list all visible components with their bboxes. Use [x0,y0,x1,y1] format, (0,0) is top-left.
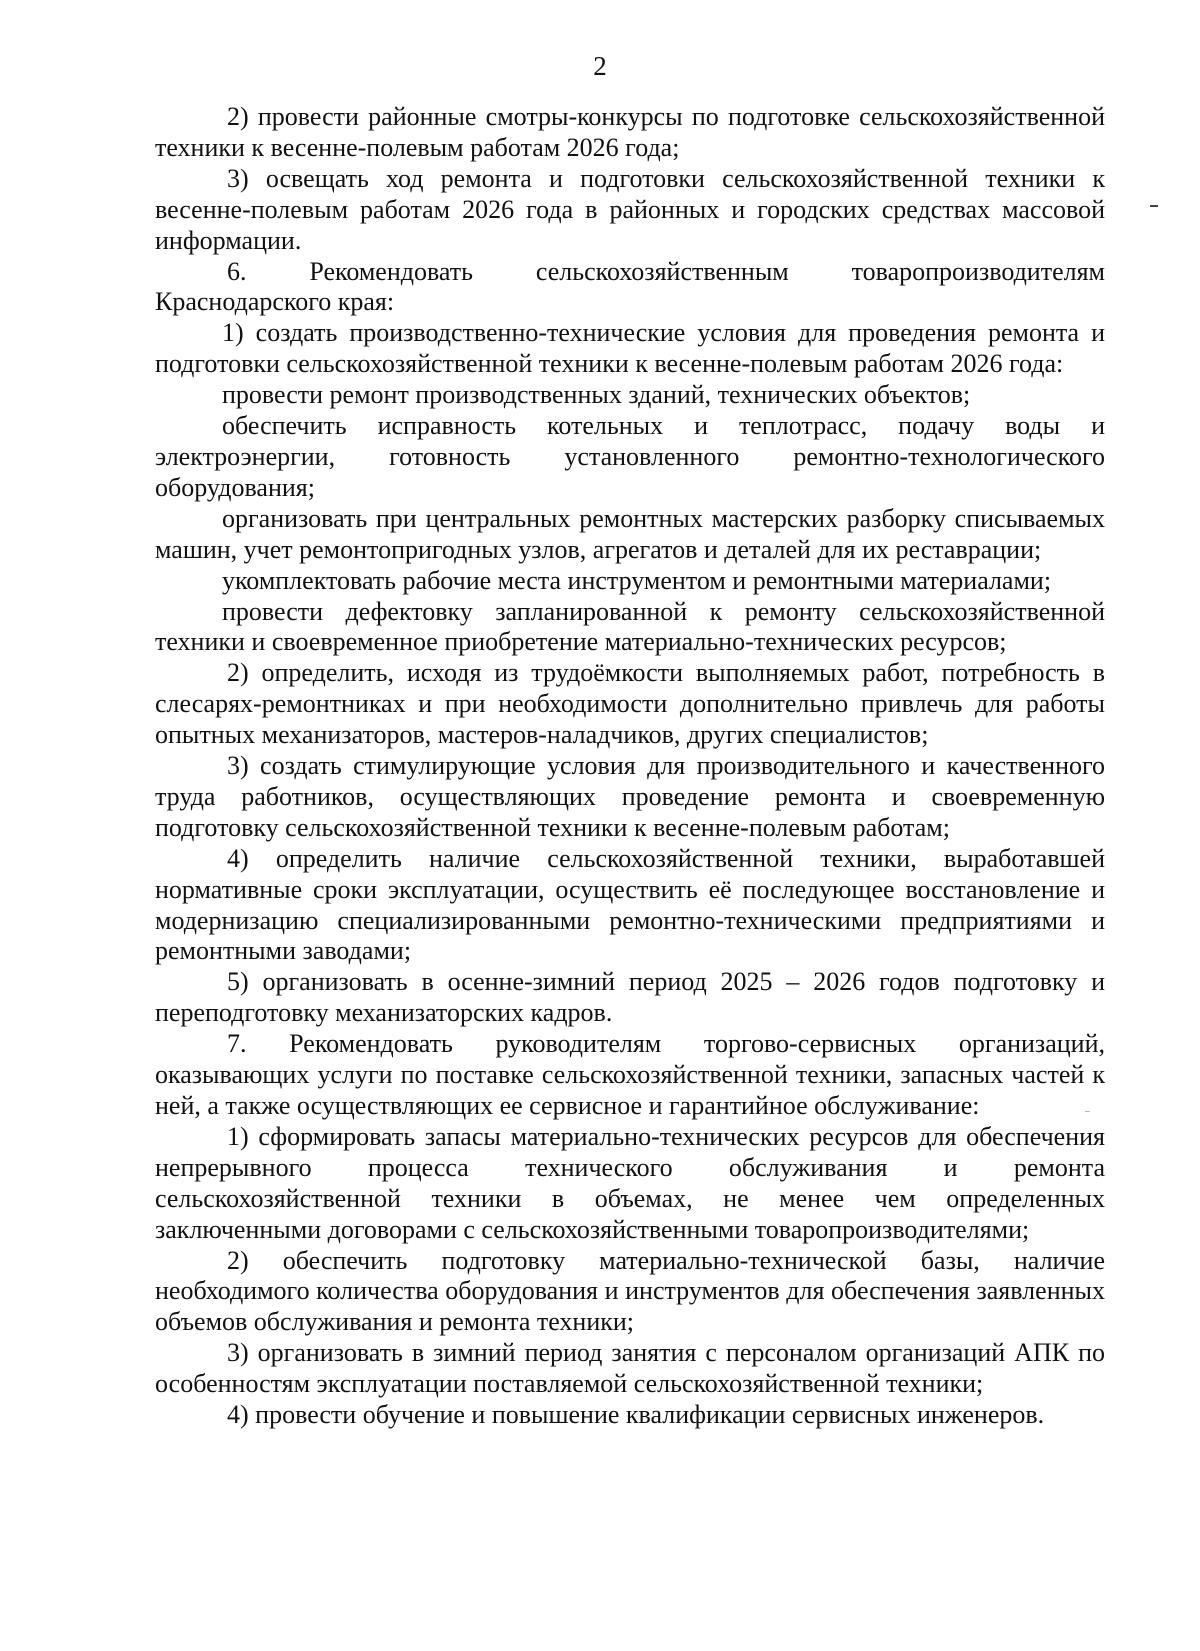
paragraph-6-item-4: 4) определить наличие сельскохозяйственной техники, выработавшей нормативные сроки эксплуатации, осуществить её последующее восстановление и модернизацию специализированными ремонтно-техническими предприятиями и ремонтными заводами; [155,843,1105,966]
paragraph-7-item-2: 2) обеспечить подготовку материально-технической базы, наличие необходимого количества оборудования и инструментов для обеспечения заявленных объемов обслуживания и ремонта техники; [155,1245,1105,1337]
paragraph-6-1-disassembly: организовать при центральных ремонтных мастерских разборку списываемых машин, учет ремонтопригодных узлов, агрегатов и деталей для их реставрации; [155,503,1105,564]
scan-artifact-mark [1150,205,1158,207]
paragraph-6-1-workplaces: укомплектовать рабочие места инструментом и ремонтными материалами; [222,565,1052,595]
paragraph-6-1-defect-detection: провести дефектовку запланированной к ремонту сельскохозяйственной техники и своевременное приобретение материально-технических ресурсов; [155,596,1105,657]
paragraph-item-3-media: 3) освещать ход ремонта и подготовки сельскохозяйственной техники к весенне-полевым работам 2026 года в районных и городских средствах массовой информации. [155,163,1105,255]
paragraph-6-item-1: 1) создать производственно-технические условия для проведения ремонта и подготовки сельскохозяйственной техники к весенне-полевым работам 2026 года: [155,318,1105,379]
paragraph-section-7: 7. Рекомендовать руководителям торгово-сервисных организаций, оказывающих услуги по поставке сельскохозяйственной техники, запасных частей к ней, а также осуществляющих ее сервисное и гарантийное обслуживание: [155,1029,1105,1120]
paragraph-6-1-repair-buildings: провести ремонт производственных зданий, технических объектов; [222,380,971,410]
page-number: 2 [593,51,607,81]
paragraph-6-item-5: 5) организовать в осенне-зимний период 2025 – 2026 годов подготовку и переподготовку механизаторских кадров. [155,967,1105,1028]
paragraph-7-item-4: 4) провести обучение и повышение квалификации сервисных инженеров. [227,1400,1045,1430]
paragraph-7-item-3: 3) организовать в зимний период занятия с персоналом организаций АПК по особенностям эксплуатации поставляемой сельскохозяйственной техники; [155,1338,1105,1399]
document-body [155,102,1105,1431]
paragraph-7-item-1: 1) сформировать запасы материально-технических ресурсов для обеспечения непрерывного процесса технического обслуживания и ремонта сельскохозяйственной техники в объемах, не менее чем определенных заключенными договорами с сельскохозяйственными товаропроизводителями; [155,1121,1105,1244]
paragraph-item-2-contests: 2) провести районные смотры-конкурсы по подготовке сельскохозяйственной техники к весенне-полевым работам 2026 года; [155,102,1105,162]
paragraph-6-item-2: 2) определить, исходя из трудоёмкости выполняемых работ, потребность в слесарях-ремонтниках и при необходимости дополнительно привлечь для работы опытных механизаторов, мастеров-наладчиков, других специалистов; [155,658,1105,750]
paragraph-6-1-boilers: обеспечить исправность котельных и теплотрасс, подачу воды и электроэнергии, готовность установленного ремонтно-технологического оборудования; [155,411,1105,502]
scan-artifact-dot [1085,1111,1090,1112]
paragraph-section-6: 6. Рекомендовать сельскохозяйственным товаропроизводителям Краснодарского края: [155,256,1105,317]
paragraph-6-item-3: 3) создать стимулирующие условия для производительного и качественного труда работников, осуществляющих проведение ремонта и своевременную подготовку сельскохозяйственной техники к весенне-полевым работам; [155,751,1105,842]
